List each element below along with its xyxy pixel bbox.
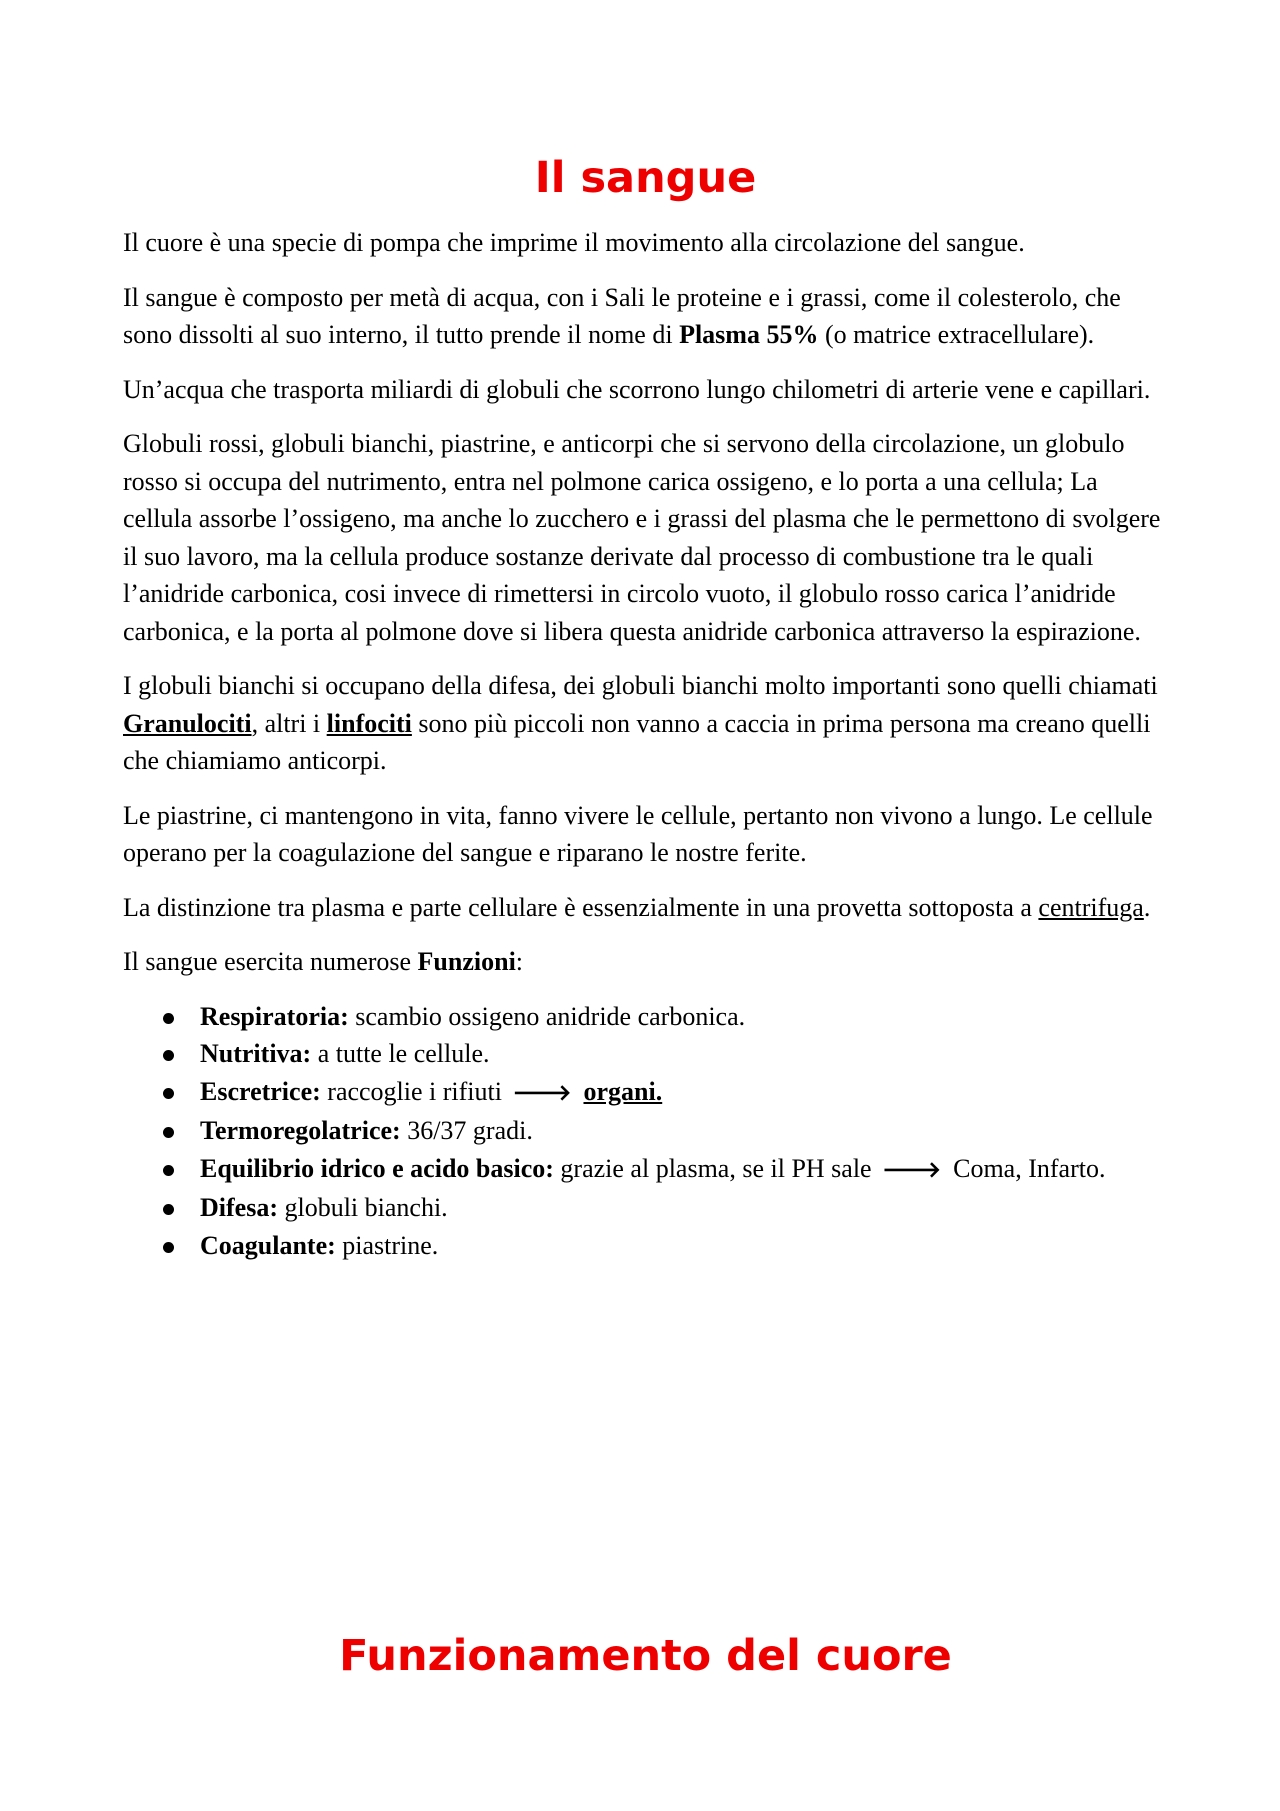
list-item-escretrice bbox=[123, 1073, 1168, 1113]
list-item-nutritiva bbox=[123, 1035, 1168, 1073]
function-label: Termoregolatrice: bbox=[200, 1116, 401, 1145]
function-text: globuli bianchi. bbox=[277, 1193, 448, 1222]
paragraph-white-cells bbox=[123, 667, 1168, 780]
function-text: raccoglie i rifiuti bbox=[320, 1076, 509, 1106]
paragraph-water: Un’acqua che trasporta miliardi di globuli che scorrono lungo chilometri di arterie vene e capillari. bbox=[123, 374, 1151, 404]
bold-term-plasma: Plasma 55% bbox=[679, 320, 819, 349]
bullet-icon bbox=[163, 1165, 174, 1176]
function-text: 36/37 gradi. bbox=[400, 1116, 533, 1145]
list-item-coagulante bbox=[123, 1227, 1168, 1265]
list-item-respiratoria bbox=[123, 998, 1168, 1036]
paragraph-centrifuge bbox=[123, 889, 1168, 927]
text-span: . bbox=[1143, 892, 1151, 922]
page-title: Il sangue bbox=[534, 153, 757, 203]
function-text: a tutte le cellule. bbox=[311, 1039, 490, 1068]
function-tail: organi. bbox=[583, 1076, 663, 1106]
functions-list bbox=[123, 998, 1168, 1265]
function-label: Equilibrio idrico e acido basico: bbox=[200, 1153, 554, 1183]
function-label: Escretrice: bbox=[200, 1076, 321, 1106]
function-text: piastrine. bbox=[335, 1230, 439, 1260]
bold-term-linfociti: linfociti bbox=[326, 708, 412, 738]
paragraph-intro: Il cuore è una specie di pompa che imprime il movimento alla circolazione del sangue. bbox=[123, 228, 1025, 257]
bullet-icon bbox=[163, 1050, 174, 1061]
arrow-right-icon: 🡒 bbox=[882, 1157, 942, 1183]
paragraph-platelets: Le piastrine, ci mantengono in vita, fanno vivere le cellule, pertanto non vivono a lungo. Le cellule operano per la coagulazione del sangue e riparano le nostre ferite. bbox=[123, 800, 1153, 867]
text-span: La distinzione tra plasma e parte cellulare è essenzialmente in una provetta sottoposta a bbox=[123, 892, 1039, 922]
text-span: : bbox=[515, 947, 524, 976]
paragraph-functions-intro bbox=[123, 943, 1168, 981]
function-text: grazie al plasma, se il PH sale bbox=[553, 1153, 879, 1183]
bullet-icon bbox=[163, 1013, 174, 1024]
bold-term-funzioni: Funzioni bbox=[417, 947, 516, 976]
function-label: Coagulante: bbox=[200, 1230, 336, 1260]
list-item-equilibrio bbox=[123, 1150, 1168, 1190]
bullet-icon bbox=[163, 1088, 174, 1099]
bullet-icon bbox=[163, 1204, 174, 1215]
function-tail: Coma, Infarto. bbox=[953, 1153, 1106, 1183]
function-text: scambio ossigeno anidride carbonica. bbox=[348, 1001, 746, 1031]
term-centrifuga: centrifuga bbox=[1038, 892, 1144, 922]
text-span: , altri i bbox=[251, 708, 327, 738]
bullet-icon bbox=[163, 1242, 174, 1253]
text-span: Il sangue esercita numerose bbox=[123, 947, 418, 976]
arrow-right-icon: 🡒 bbox=[512, 1080, 572, 1106]
paragraph-composition bbox=[123, 279, 1168, 354]
document-body bbox=[123, 224, 1168, 1264]
text-span: Il sangue è composto per metà di acqua, con i Sali le proteine e i grassi, come il colesterolo, che sono dissolti al suo interno, il tutto prende il nome di bbox=[123, 282, 1121, 349]
function-label: Respiratoria: bbox=[200, 1001, 349, 1031]
function-label: Nutritiva: bbox=[200, 1039, 312, 1068]
text-span: I globuli bianchi si occupano della difesa, dei globuli bianchi molto importanti sono quelli chiamati bbox=[123, 671, 1158, 700]
bold-term-granulociti: Granulociti bbox=[123, 708, 252, 738]
function-label: Difesa: bbox=[200, 1193, 278, 1222]
paragraph-globules: Globuli rossi, globuli bianchi, piastrine, e anticorpi che si servono della circolazione, un globulo rosso si occupa del nutrimento, entra nel polmone carica ossigeno, e lo porta a una cellula; La cellula assorbe l’ossigeno, ma anche lo zucchero e i grassi del plasma che le permettono di svolgere il suo lavoro, ma la cellula produce sostanze derivate dal processo di combustione tra le quali l’anidride carbonica, cosi invece di rimettersi in circolo vuoto, il globulo rosso carica l’anidride carbonica, e la porta al polmone dove si libera questa anidride carbonica attraverso la espirazione. bbox=[123, 429, 1161, 646]
section-title-heart: Funzionamento del cuore bbox=[339, 1631, 952, 1681]
list-item-difesa bbox=[123, 1189, 1168, 1227]
list-item-termoregolatrice bbox=[123, 1112, 1168, 1150]
text-span: sono più piccoli non vanno a caccia in prima persona ma creano quelli che chiamiamo anticorpi. bbox=[123, 708, 1151, 775]
bullet-icon bbox=[163, 1127, 174, 1138]
text-span: (o matrice extracellulare). bbox=[818, 320, 1095, 349]
